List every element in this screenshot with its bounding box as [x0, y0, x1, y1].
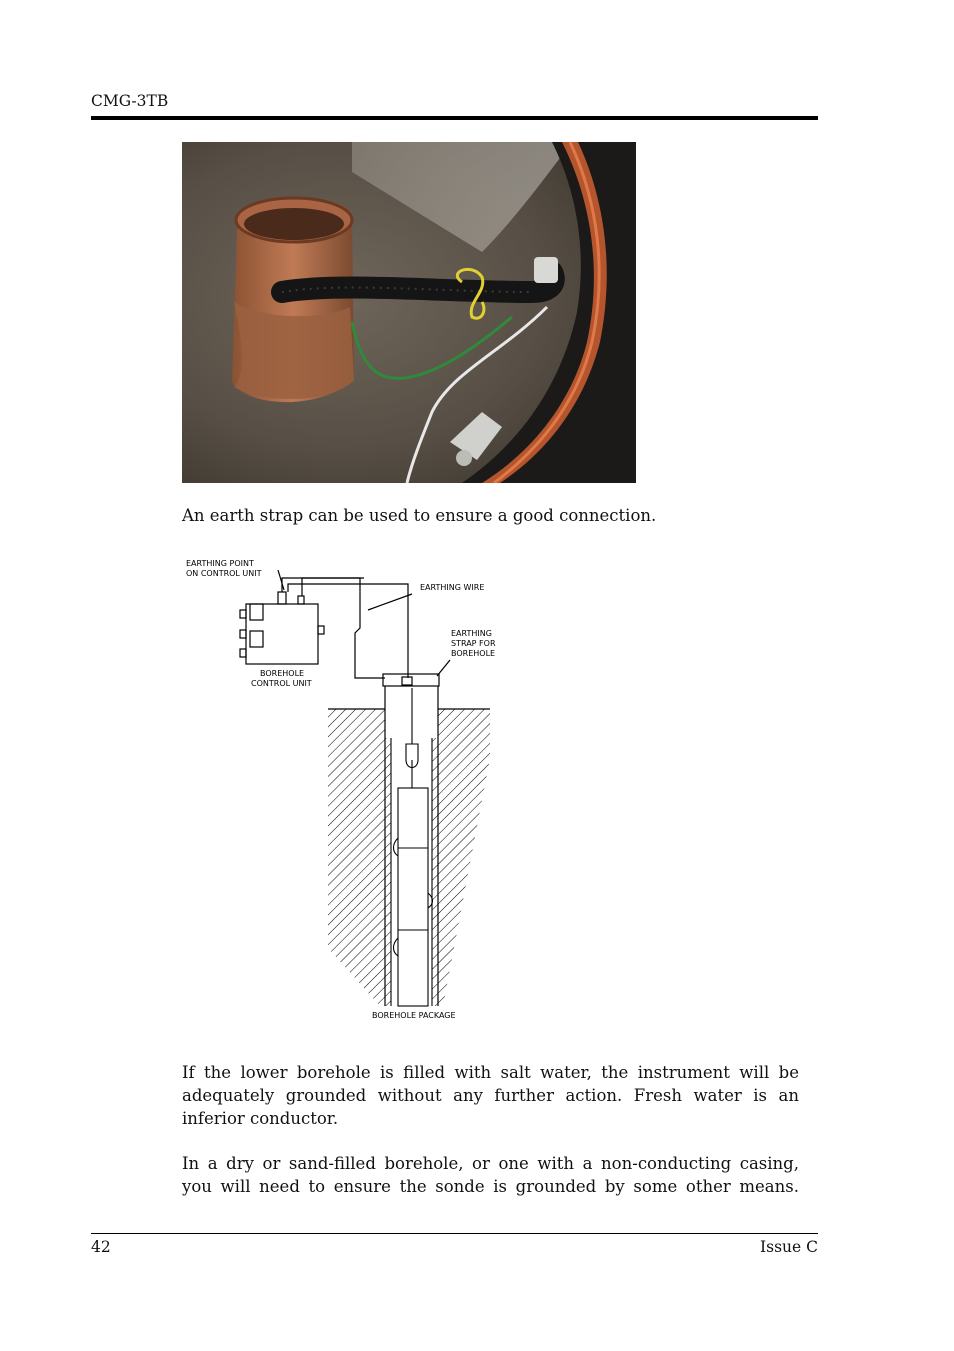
sonde-body	[398, 788, 428, 1006]
label-strap-1: EARTHING	[451, 629, 492, 638]
label-strap-3: BOREHOLE	[451, 649, 496, 658]
paragraph-line: adequately grounded without any further action. Fresh water is an	[182, 1086, 799, 1105]
paragraph-line: If the lower borehole is filled with salt water, the instrument will be	[182, 1063, 799, 1082]
label-borehole-package: BOREHOLE PACKAGE	[372, 1011, 456, 1020]
issue-label: Issue C	[760, 1238, 818, 1256]
label-earthing-point-1: EARTHING POINT	[186, 559, 254, 568]
label-earthing-point-2: ON CONTROL UNIT	[186, 569, 262, 578]
borehole-photo	[182, 142, 636, 483]
earthing-point-terminal	[278, 592, 286, 604]
label-control-unit-1: BOREHOLE	[260, 669, 305, 678]
label-control-unit-2: CONTROL UNIT	[251, 679, 312, 688]
paragraph-dry-borehole	[182, 1152, 799, 1198]
earthing-diagram	[180, 548, 520, 1026]
borehole-photo-image	[182, 142, 636, 483]
control-unit-panel	[250, 604, 263, 620]
earthing-wire	[282, 578, 385, 678]
header-rule	[91, 116, 818, 120]
earth-hatching-right	[438, 709, 490, 1006]
paragraph-line: inferior conductor.	[182, 1109, 339, 1128]
footer-rule	[91, 1233, 818, 1234]
page-number: 42	[91, 1238, 111, 1256]
paragraph-line: you will need to ensure the sonde is grounded by some other means.	[182, 1177, 799, 1196]
paragraph-salt-water	[182, 1061, 799, 1130]
label-earthing-wire: EARTHING WIRE	[420, 583, 485, 592]
paragraph-line: In a dry or sand-filled borehole, or one with a non-conducting casing,	[182, 1154, 799, 1173]
running-header: CMG-3TB	[91, 92, 169, 110]
photo-caption: An earth strap can be used to ensure a good connection.	[182, 506, 657, 525]
control-unit-box	[246, 604, 318, 664]
earth-hatching-left	[328, 709, 385, 1006]
label-strap-2: STRAP FOR	[451, 639, 496, 648]
borehole-cap	[383, 674, 439, 686]
